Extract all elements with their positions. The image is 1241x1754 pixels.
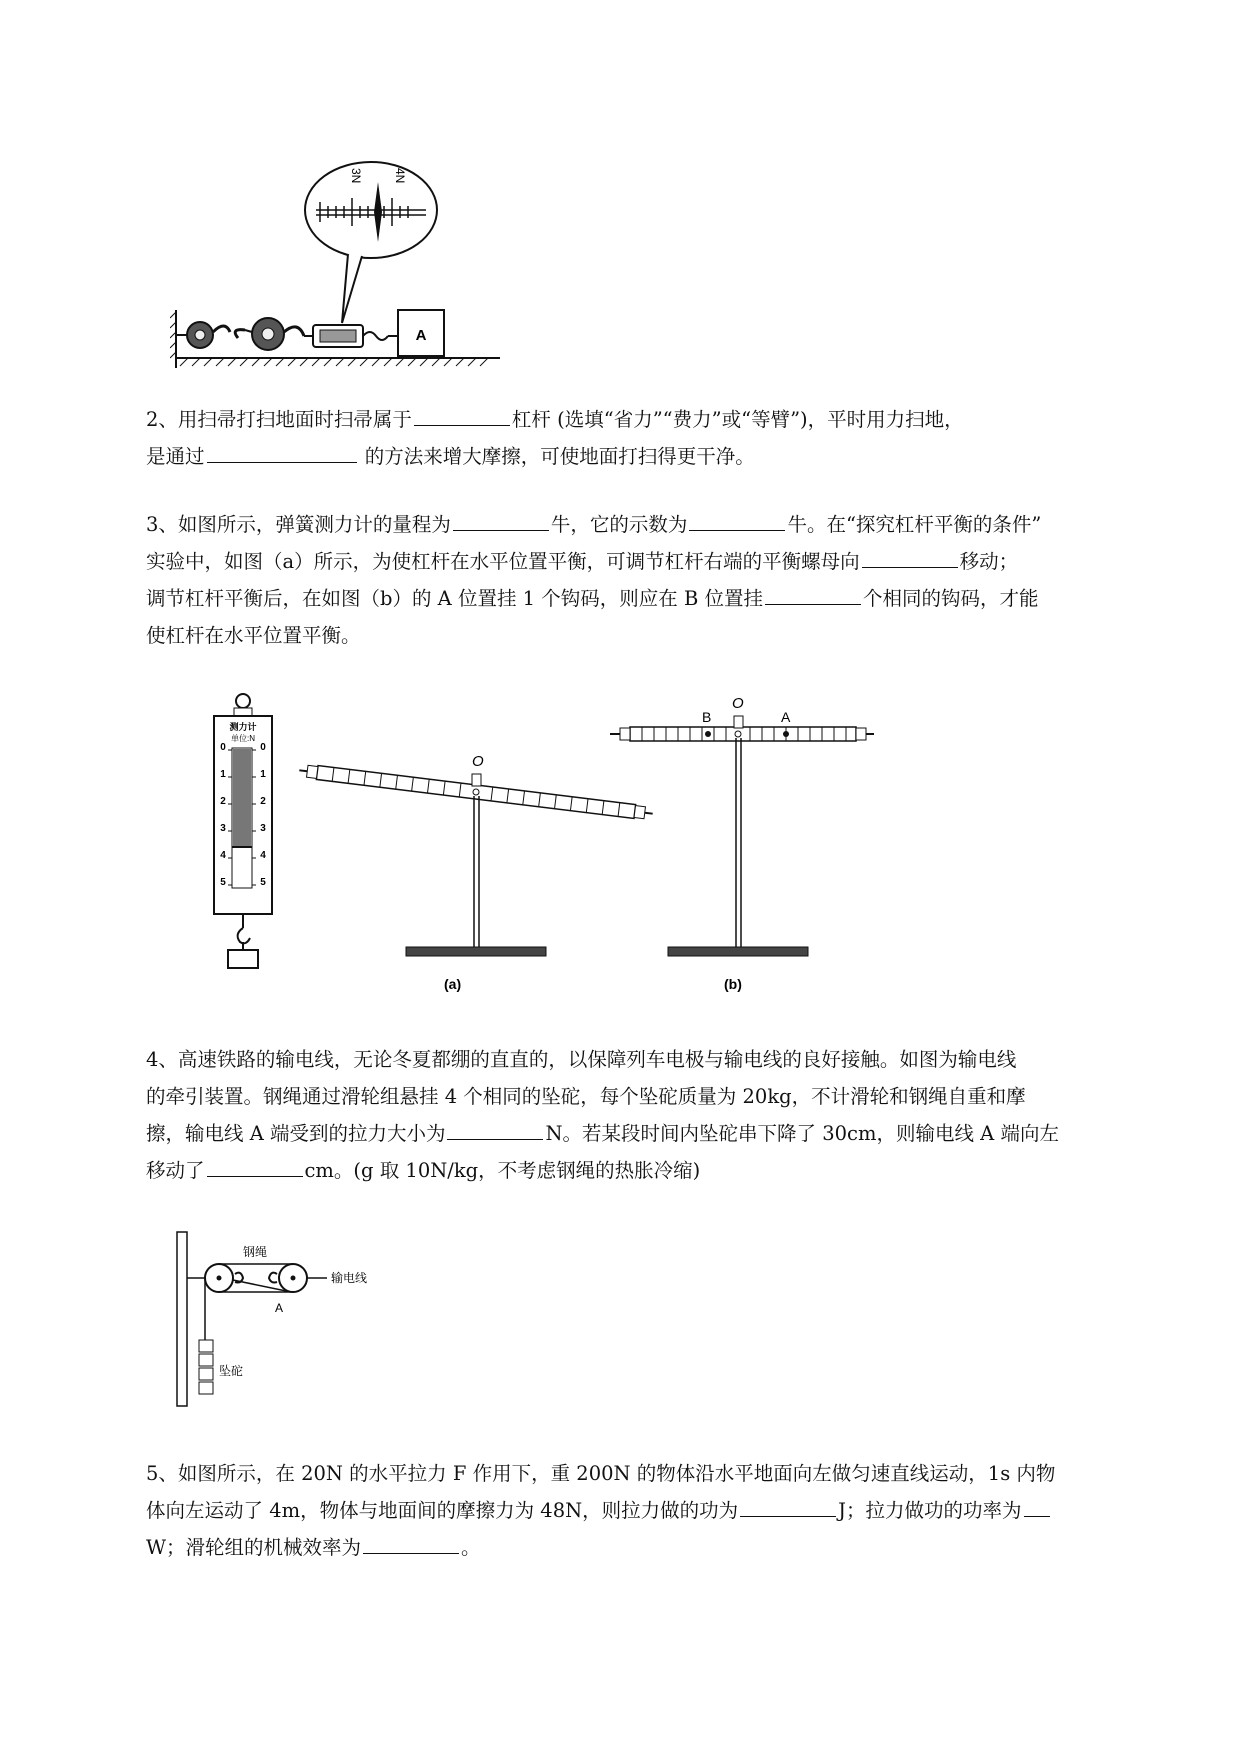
wire-label: 输电线 (331, 1271, 368, 1285)
dial-label-3n: 3N (349, 168, 363, 184)
scale-label-4-right: 4 (260, 850, 266, 861)
scale-label-1-left: 1 (220, 769, 226, 780)
q3-text-8: 使杠杆在水平位置平衡。 (146, 624, 361, 647)
q4-text-6: cm。(g 取 10N/kg，不考虑钢绳的热胀冷缩) (304, 1159, 701, 1182)
spring-balance (214, 694, 272, 968)
lever-experiment-figure (210, 692, 990, 1012)
answer-blank[interactable] (207, 440, 357, 463)
dial-label-4n: 4N (393, 168, 407, 184)
scale-label-0-right: 0 (260, 742, 266, 753)
rope-label: 钢绳 (243, 1245, 268, 1259)
q3-text-1: 3、如图所示，弹簧测力计的量程为 (146, 513, 451, 536)
scale-label-5-right: 5 (260, 877, 266, 888)
answer-blank[interactable] (207, 1154, 303, 1177)
q4-text-5: 移动了 (146, 1159, 205, 1182)
q4-text-4: N。若某段时间内坠砣串下降了 30cm，则输电线 A 端向左 (545, 1122, 1059, 1145)
lever-a (298, 753, 653, 992)
answer-blank[interactable] (453, 508, 549, 531)
q4-text-3: 擦，输电线 A 端受到的拉力大小为 (146, 1122, 446, 1145)
q3-text-4: 实验中，如图（a）所示，为使杠杆在水平位置平衡，可调节杠杆右端的平衡螺母向 (146, 550, 860, 573)
scale-label-3-left: 3 (220, 823, 226, 834)
answer-blank[interactable] (363, 1531, 459, 1554)
scale-label-2-right: 2 (260, 796, 266, 807)
weight-label: 坠砣 (219, 1364, 244, 1378)
scale-label-4-left: 4 (220, 850, 226, 861)
meter-unit: 单位:N (231, 734, 255, 743)
q4-text-2: 的牵引装置。钢绳通过滑轮组悬挂 4 个相同的坠砣，每个坠砣质量为 20kg，不计滑轮和钢绳自重和摩 (146, 1085, 1026, 1108)
q3-text-7: 个相同的钩码，才能 (863, 587, 1039, 610)
position-b-label: B (702, 709, 712, 725)
scale-label-3-right: 3 (260, 823, 266, 834)
q2-text-2: 杠杆 (选填“省力”“费力”或“等臂”)，平时用力扫地， (511, 408, 964, 431)
question-5 (146, 1455, 1156, 1566)
point-a-label: A (275, 1301, 284, 1315)
scale-label-0-left: 0 (220, 742, 226, 753)
answer-blank[interactable] (689, 508, 785, 531)
q3-text-6: 调节杠杆平衡后，在如图（b）的 A 位置挂 1 个钩码，则应在 B 位置挂 (146, 587, 763, 610)
answer-blank[interactable] (414, 403, 510, 426)
movable-pulley (235, 318, 304, 350)
q5-text-3: J；拉力做功的功率为 (838, 1499, 1022, 1522)
caption-b: (b) (724, 976, 742, 992)
pulley-scale-figure (170, 160, 510, 370)
scale-label-2-left: 2 (220, 796, 226, 807)
answer-blank[interactable] (862, 545, 958, 568)
question-4 (146, 1041, 1156, 1189)
q5-text-1: 5、如图所示，在 20N 的水平拉力 F 作用下，重 200N 的物体沿水平地面向左做匀速直线运动，1s 内物 (146, 1462, 1056, 1485)
q2-text-4: 的方法来增大摩擦，可使地面打扫得更干净。 (358, 445, 755, 468)
q5-text-4: W；滑轮组的机械效率为 (146, 1536, 362, 1559)
caption-a: (a) (444, 976, 462, 992)
q3-text-5: 移动； (959, 550, 1019, 573)
q3-text-3: 牛。在“探究杠杆平衡的条件” (787, 513, 1042, 536)
rail-tension-figure (175, 1230, 395, 1410)
q5-text-2: 体向左运动了 4m，物体与地面间的摩擦力为 48N，则拉力做的功为 (146, 1499, 739, 1522)
answer-blank[interactable] (447, 1117, 543, 1140)
position-a-label: A (781, 709, 791, 725)
pivot-label-a: O (472, 753, 484, 770)
magnified-dial (305, 162, 437, 323)
block-a-label: A (415, 327, 427, 344)
q2-text-3: 是通过 (146, 445, 205, 468)
answer-blank[interactable] (1024, 1494, 1050, 1517)
q3-text-2: 牛，它的示数为 (550, 513, 688, 536)
answer-blank[interactable] (765, 582, 861, 605)
lever-b (610, 695, 874, 992)
q4-text-1: 4、高速铁路的输电线，无论冬夏都绷的直直的，以保障列车电极与输电线的良好接触。如图为输电线 (146, 1048, 1017, 1071)
question-3 (146, 506, 1156, 654)
spring-scale (304, 325, 398, 347)
q2-text-1: 2、用扫帚打扫地面时扫帚属于 (146, 408, 412, 431)
answer-blank[interactable] (740, 1494, 836, 1517)
q5-text-5: 。 (461, 1536, 481, 1559)
pivot-label-b: O (732, 695, 744, 712)
fixed-pulley (176, 322, 230, 348)
scale-label-1-right: 1 (260, 769, 266, 780)
scale-label-5-left: 5 (220, 877, 226, 888)
question-2 (146, 401, 1156, 475)
meter-title: 测力计 (229, 722, 257, 732)
